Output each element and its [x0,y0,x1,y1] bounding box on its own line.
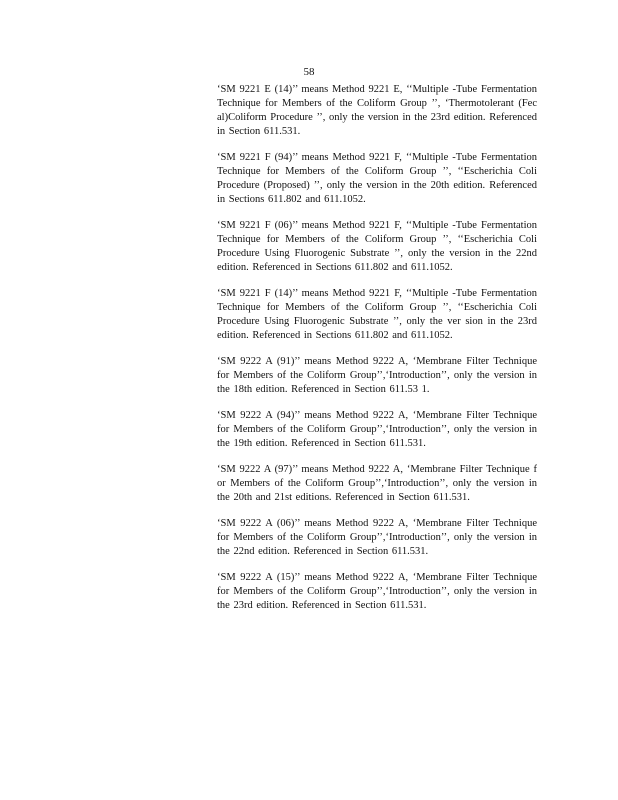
definition-sm-9222-a-97: ‘SM 9222 A (97)’’ means Method 9222 A, ‘Membrane Filter Technique f or Members of the Coliform Group’’,‘Introduction’’, only the version in the 20th and 21st editions. Referenced in Section 611.531. [217,464,537,503]
definition-sm-9222-a-15: ‘SM 9222 A (15)’’ means Method 9222 A, ‘Membrane Filter Technique for Members of the Coliform Group’’,‘Introduction’’, only the version in the 23rd edition. Referenced in Section 611.531. [217,572,537,611]
definition-sm-9221-e-14: ‘SM 9221 E (14)’’ means Method 9221 E, ‘‘Multiple -Tube Fermentation Technique for Members of the Coliform Group ’’, ‘Thermotolerant (Fec al)Coliform Procedure ’’, only the version in the 23rd edition. Referenced in Section 611.531. [217,84,537,137]
definition-sm-9222-a-91: ‘SM 9222 A (91)’’ means Method 9222 A, ‘Membrane Filter Technique for Members of the Coliform Group’’,‘Introduction’’, only the version in the 18th edition. Referenced in Section 611.53 1. [217,356,537,395]
definitions-list [217,83,537,625]
definition-sm-9221-f-94: ‘SM 9221 F (94)’’ means Method 9221 F, ‘‘Multiple -Tube Fermentation Technique for Members of the Coliform Group ’’, ‘‘Escherichia Coli Procedure (Proposed) ’’, only the version in the 20th edition. Referenced in Sections 611.802 and 611.1052. [217,152,537,205]
page-number: 58 [303,66,315,78]
definition-sm-9222-a-06: ‘SM 9222 A (06)’’ means Method 9222 A, ‘Membrane Filter Technique for Members of the Coliform Group’’,‘Introduction’’, only the version in the 22nd edition. Referenced in Section 611.531. [217,518,537,557]
definition-sm-9221-f-06: ‘SM 9221 F (06)’’ means Method 9221 F, ‘‘Multiple -Tube Fermentation Technique for Members of the Coliform Group ’’, ‘‘Escherichia Coli Procedure Using Fluorogenic Substrate ’’, only the version in the 22nd edition. Referenced in Sections 611.802 and 611.1052. [217,220,537,273]
definition-sm-9221-f-14: ‘SM 9221 F (14)’’ means Method 9221 F, ‘‘Multiple -Tube Fermentation Technique for Members of the Coliform Group ’’, ‘‘Escherichia Coli Procedure Using Fluorogenic Substrate ’’, only the ver sion in the 23rd edition. Referenced in Sections 611.802 and 611.1052. [217,288,537,341]
definition-sm-9222-a-94: ‘SM 9222 A (94)’’ means Method 9222 A, ‘Membrane Filter Technique for Members of the Coliform Group’’,‘Introduction’’, only the version in the 19th edition. Referenced in Section 611.531. [217,410,537,449]
